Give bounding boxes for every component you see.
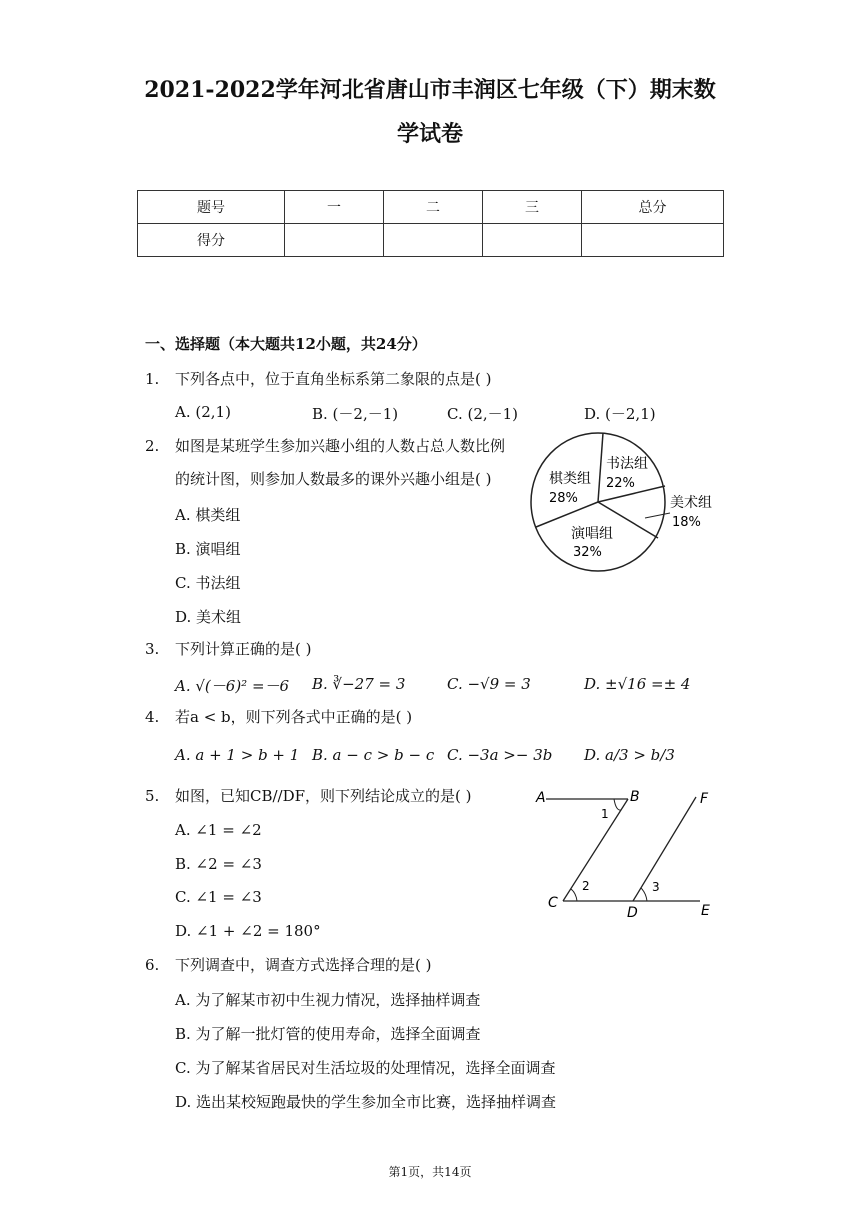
- score-table-header-row: [138, 191, 724, 224]
- point-e-label: E: [701, 903, 710, 919]
- option-b: B. a − c > b − c: [312, 746, 435, 764]
- question-number: 6.: [145, 956, 160, 974]
- angle-1-arc: [614, 799, 621, 810]
- pie-pct-singing: 32%: [573, 545, 602, 560]
- score-cell: [285, 224, 384, 257]
- section-heading: 一、选择题（本大题共12小题，共24分）: [145, 335, 427, 353]
- option-c: C. −3a >− 3b: [447, 746, 553, 764]
- question-text: 的统计图，则参加人数最多的课外兴趣小组是( ): [175, 470, 492, 488]
- option-b: B. ∛−27 = 3: [312, 675, 406, 693]
- score-row-label: 得分: [138, 224, 285, 257]
- angle-3-arc: [641, 888, 647, 901]
- question-number: 1.: [145, 370, 160, 388]
- pie-pct-chess: 28%: [549, 491, 578, 506]
- segment-df: [633, 797, 696, 901]
- option-d: D. 选出某校短跑最快的学生参加全市比赛，选择抽样调查: [175, 1093, 557, 1111]
- pie-label-singing: 演唱组: [571, 526, 613, 542]
- option-d: D. 美术组: [175, 608, 242, 626]
- score-table: [137, 190, 724, 257]
- angle-3-label: 3: [652, 880, 660, 894]
- question-number: 4.: [145, 708, 160, 726]
- option-d: D. ∠1 + ∠2 = 180°: [175, 922, 321, 940]
- page-title-line2: 学试卷: [396, 121, 463, 147]
- question-number: 5.: [145, 787, 160, 805]
- score-header-cell: 题号: [138, 191, 285, 224]
- option-d: D. ±√16 =± 4: [584, 675, 691, 693]
- score-cell: [483, 224, 582, 257]
- option-b: B. (－2,－1): [312, 405, 399, 423]
- page-title-line1: 2021-2022学年河北省唐山市丰润区七年级（下）期末数: [144, 77, 716, 103]
- option-a: A. 棋类组: [175, 506, 241, 524]
- score-cell: [582, 224, 724, 257]
- score-header-cell: 一: [285, 191, 384, 224]
- score-table-score-row: [138, 224, 724, 257]
- point-c-label: C: [548, 895, 558, 911]
- option-b: B. 为了解一批灯管的使用寿命，选择全面调查: [175, 1025, 481, 1043]
- question-text: 下列计算正确的是( ): [175, 640, 312, 658]
- pie-leader-line: [645, 513, 670, 518]
- question-text: 如图，已知CB//DF，则下列结论成立的是( ): [175, 787, 472, 805]
- pie-chart-figure: [530, 432, 730, 577]
- question-number: 3.: [145, 640, 160, 658]
- parallel-lines-figure: [530, 785, 720, 925]
- score-header-cell: 总分: [582, 191, 724, 224]
- angle-2-label: 2: [582, 879, 590, 893]
- score-header-cell: 二: [384, 191, 483, 224]
- pie-divider: [598, 433, 603, 502]
- question-number: 2.: [145, 437, 160, 455]
- option-c: C. −√9 = 3: [447, 675, 531, 693]
- option-a: A. 为了解某市初中生视力情况，选择抽样调查: [175, 991, 481, 1009]
- option-c: C. 为了解某省居民对生活垃圾的处理情况，选择全面调查: [175, 1059, 556, 1077]
- pie-pct-calligraphy: 22%: [606, 476, 635, 491]
- option-b: B. ∠2 = ∠3: [175, 855, 262, 873]
- pie-label-calligraphy: 书法组: [606, 456, 648, 472]
- option-b: B. 演唱组: [175, 540, 241, 558]
- page-footer: 第1页，共14页: [388, 1165, 472, 1179]
- question-text: 如图是某班学生参加兴趣小组的人数占总人数比例: [175, 437, 506, 455]
- point-d-label: D: [627, 905, 638, 921]
- option-c: C. 书法组: [175, 574, 241, 592]
- option-a: A. √(－6)² =－6: [175, 677, 290, 695]
- option-a: A. ∠1 = ∠2: [175, 821, 262, 839]
- point-f-label: F: [700, 791, 709, 807]
- segment-bc: [563, 799, 628, 901]
- option-a: A. (2,1): [175, 403, 231, 421]
- question-text: 若a < b，则下列各式中正确的是( ): [175, 708, 413, 726]
- question-text: 下列调查中，调查方式选择合理的是( ): [175, 956, 432, 974]
- question-text: 下列各点中，位于直角坐标系第二象限的点是( ): [175, 370, 492, 388]
- angle-1-label: 1: [601, 807, 609, 821]
- option-d: D. a/3 > b/3: [584, 746, 675, 764]
- pie-pct-art: 18%: [672, 515, 701, 530]
- angle-2-arc: [571, 889, 577, 901]
- pie-label-chess: 棋类组: [549, 471, 591, 487]
- score-cell: [384, 224, 483, 257]
- score-header-cell: 三: [483, 191, 582, 224]
- pie-label-art: 美术组: [670, 495, 712, 511]
- option-c: C. (2,－1): [447, 405, 519, 423]
- option-c: C. ∠1 = ∠3: [175, 888, 262, 906]
- option-d: D. (－2,1): [584, 405, 656, 423]
- point-a-label: A: [536, 790, 546, 806]
- option-a: A. a + 1 > b + 1: [175, 746, 300, 764]
- point-b-label: B: [630, 789, 640, 805]
